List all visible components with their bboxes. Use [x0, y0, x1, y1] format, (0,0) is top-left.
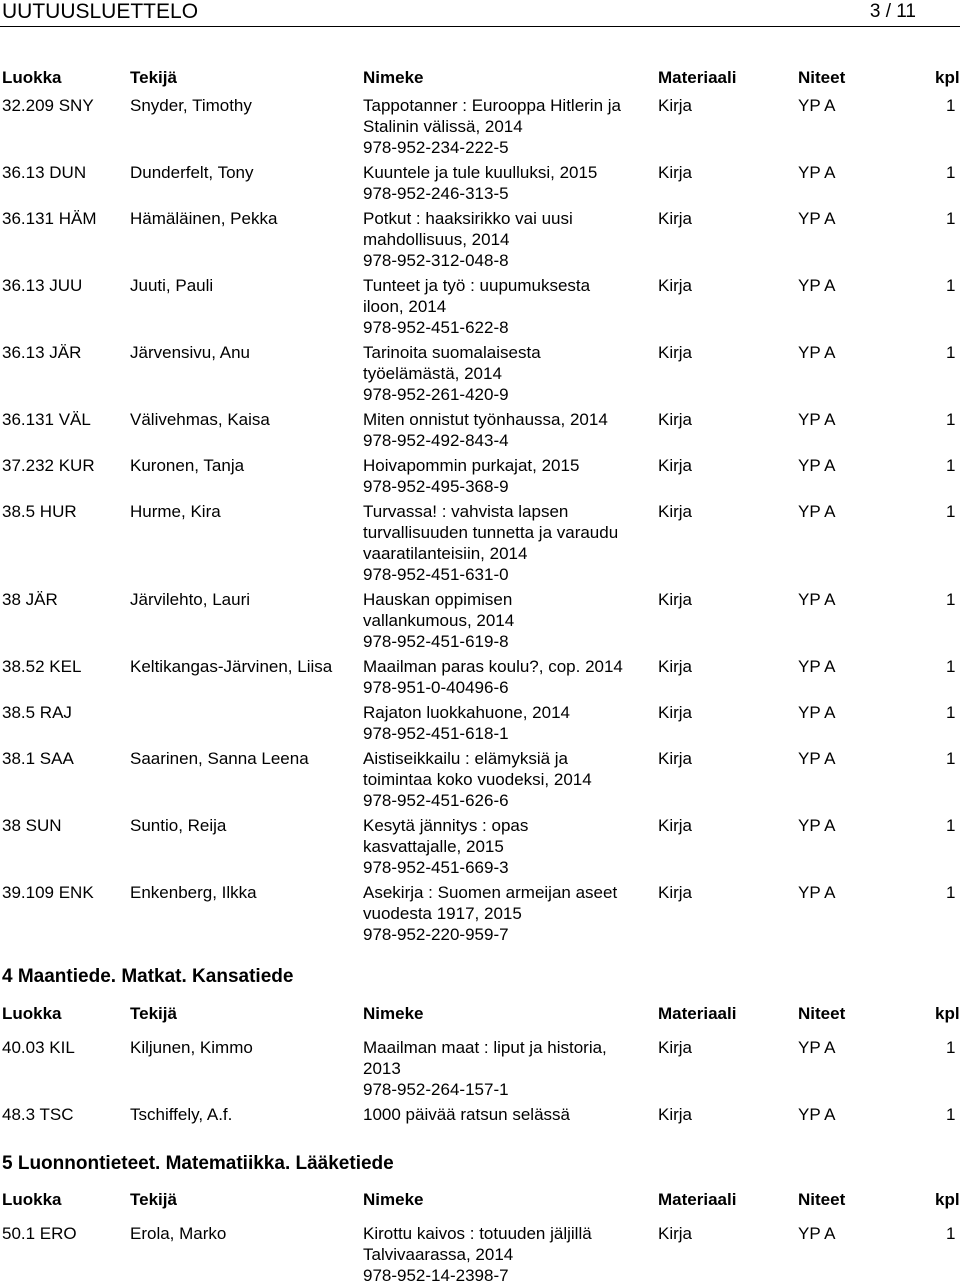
cell-kpl: 1	[946, 815, 956, 835]
title-line: mahdollisuus, 2014	[363, 230, 510, 249]
cell-niteet: YP A	[798, 275, 836, 295]
column-header-tekija: Tekijä	[130, 1190, 177, 1209]
cell-materiaali: Kirja	[658, 96, 693, 115]
cell-tekija: Snyder, Timothy	[130, 96, 252, 115]
title-line: Turvassa! : vahvista lapsen	[363, 501, 569, 521]
cell-luokka: 36.131 VÄL	[2, 409, 91, 429]
cell-materiaali: Kirja	[658, 702, 693, 722]
title-line: Hauskan oppimisen	[363, 589, 513, 609]
cell-materiaali: Kirja	[658, 589, 693, 609]
cell-luokka: 38.1 SAA	[2, 748, 74, 768]
title-line: Stalinin välissä, 2014	[363, 117, 523, 136]
cell-niteet: YP A	[798, 815, 836, 835]
column-header-row	[0, 1003, 960, 1025]
title-line: 1000 päivää ratsun selässä	[363, 1104, 570, 1124]
column-header-niteet: Niteet	[798, 68, 846, 87]
cell-kpl: 1	[946, 409, 956, 429]
cell-nimeke	[363, 208, 653, 271]
cell-niteet: YP A	[798, 1104, 836, 1124]
cell-materiaali: Kirja	[658, 1224, 693, 1243]
cell-nimeke	[363, 409, 653, 451]
column-header-materiaali: Materiaali	[658, 1190, 737, 1209]
column-header-niteet: Niteet	[798, 1190, 846, 1209]
cell-materiaali: Kirja	[658, 1038, 693, 1057]
title-line: 978-952-451-618-1	[363, 723, 509, 743]
title-line: 978-952-451-626-6	[363, 790, 509, 810]
cell-luokka: 39.109 ENK	[2, 882, 94, 902]
title-line: 978-952-451-669-3	[363, 857, 509, 877]
cell-luokka: 37.232 KUR	[2, 455, 95, 475]
cell-kpl: 1	[946, 342, 956, 362]
cell-kpl: 1	[946, 1104, 956, 1124]
cell-luokka: 38 SUN	[2, 815, 62, 835]
title-line: 978-952-264-157-1	[363, 1080, 509, 1099]
column-header-materiaali: Materiaali	[658, 68, 737, 87]
title-line: 978-952-261-420-9	[363, 384, 509, 404]
title-line: Talvivaarassa, 2014	[363, 1245, 514, 1264]
column-header-kpl: kpl	[935, 68, 960, 87]
cell-tekija: Kuronen, Tanja	[130, 455, 245, 475]
section-title: 4 Maantiede. Matkat. Kansatiede	[2, 966, 294, 987]
cell-tekija: Järvilehto, Lauri	[130, 589, 251, 609]
cell-nimeke	[363, 1104, 653, 1125]
cell-materiaali: Kirja	[658, 342, 693, 362]
title-line: Miten onnistut työnhaussa, 2014	[363, 409, 608, 429]
cell-niteet: YP A	[798, 501, 836, 521]
cell-luokka: 36.13 JUU	[2, 275, 83, 295]
cell-materiaali: Kirja	[658, 882, 693, 902]
cell-nimeke	[363, 815, 653, 878]
title-line: työelämästä, 2014	[363, 363, 502, 383]
title-line: 978-952-495-368-9	[363, 476, 509, 496]
cell-kpl: 1	[946, 748, 956, 768]
cell-kpl: 1	[946, 96, 956, 115]
title-line: Maailman maat : liput ja historia,	[363, 1038, 607, 1057]
cell-luokka: 38.5 HUR	[2, 501, 77, 521]
page-header	[0, 0, 960, 24]
title-line: 978-952-312-048-8	[363, 251, 509, 270]
cell-materiaali: Kirja	[658, 455, 693, 475]
title-line: Tunteet ja työ : uupumuksesta	[363, 275, 591, 295]
title-line: 978-952-492-843-4	[363, 430, 509, 450]
cell-niteet: YP A	[798, 409, 836, 429]
cell-nimeke	[363, 95, 653, 158]
title-line: 978-952-451-619-8	[363, 631, 509, 651]
cell-nimeke	[363, 342, 653, 405]
title-line: kasvattajalle, 2015	[363, 836, 504, 856]
column-header-materiaali: Materiaali	[658, 1004, 737, 1023]
title-line: 978-952-451-631-0	[363, 564, 509, 584]
cell-niteet: YP A	[798, 1224, 836, 1243]
title-line: turvallisuuden tunnetta ja varaudu	[363, 522, 619, 542]
cell-luokka: 38.52 KEL	[2, 656, 82, 676]
page-title: UUTUUSLUETTELO	[2, 0, 199, 23]
title-line: Potkut : haaksirikko vai uusi	[363, 209, 573, 228]
section-title: 5 Luonnontieteet. Matematiikka. Lääketiede	[2, 1153, 394, 1174]
cell-nimeke	[363, 882, 653, 945]
cell-luokka: 48.3 TSC	[2, 1104, 74, 1124]
column-header-kpl: kpl	[935, 1190, 960, 1209]
cell-luokka: 36.131 HÄM	[2, 209, 97, 228]
title-line: 978-952-14-2398-7	[363, 1266, 509, 1285]
cell-materiaali: Kirja	[658, 815, 693, 835]
title-line: 978-952-220-959-7	[363, 924, 509, 944]
cell-kpl: 1	[946, 275, 956, 295]
title-line: toimintaa koko vuodeksi, 2014	[363, 769, 592, 789]
cell-tekija: Erola, Marko	[130, 1224, 227, 1243]
cell-kpl: 1	[946, 455, 956, 475]
column-header-row	[0, 67, 960, 89]
cell-kpl: 1	[946, 882, 956, 902]
cell-nimeke	[363, 455, 653, 497]
cell-luokka: 32.209 SNY	[2, 96, 94, 115]
cell-kpl: 1	[946, 702, 956, 722]
cell-niteet: YP A	[798, 96, 836, 115]
header-divider	[0, 26, 960, 27]
cell-nimeke	[363, 748, 653, 811]
cell-nimeke	[363, 1037, 653, 1100]
cell-tekija: Saarinen, Sanna Leena	[130, 748, 309, 768]
cell-kpl: 1	[946, 209, 956, 228]
cell-materiaali: Kirja	[658, 409, 693, 429]
cell-niteet: YP A	[798, 656, 836, 676]
cell-nimeke	[363, 162, 653, 204]
column-header-niteet: Niteet	[798, 1004, 846, 1023]
cell-tekija: Keltikangas-Järvinen, Liisa	[130, 656, 333, 676]
title-line: 978-951-0-40496-6	[363, 677, 509, 697]
cell-nimeke	[363, 275, 653, 338]
cell-tekija: Suntio, Reija	[130, 815, 227, 835]
column-header-tekija: Tekijä	[130, 1004, 177, 1023]
page-number: 3 / 11	[869, 1, 916, 22]
cell-tekija: Hurme, Kira	[130, 501, 221, 521]
cell-luokka: 40.03 KIL	[2, 1038, 75, 1057]
title-line: 2013	[363, 1059, 401, 1078]
cell-niteet: YP A	[798, 162, 836, 182]
title-line: Kesytä jännitys : opas	[363, 815, 529, 835]
column-header-nimeke: Nimeke	[363, 68, 424, 87]
cell-nimeke	[363, 656, 653, 698]
cell-materiaali: Kirja	[658, 748, 693, 768]
title-line: vuodesta 1917, 2015	[363, 903, 522, 923]
column-header-nimeke: Nimeke	[363, 1004, 424, 1023]
title-line: Rajaton luokkahuone, 2014	[363, 702, 570, 722]
cell-nimeke	[363, 1223, 653, 1286]
column-header-luokka: Luokka	[2, 1190, 62, 1209]
cell-kpl: 1	[946, 501, 956, 521]
cell-materiaali: Kirja	[658, 656, 693, 676]
cell-kpl: 1	[946, 589, 956, 609]
column-header-row	[0, 1189, 960, 1211]
cell-niteet: YP A	[798, 1038, 836, 1057]
title-line: Aistiseikkailu : elämyksiä ja	[363, 748, 569, 768]
cell-luokka: 38.5 RAJ	[2, 702, 72, 722]
title-line: Hoivapommin purkajat, 2015	[363, 455, 580, 475]
title-line: 978-952-234-222-5	[363, 138, 509, 157]
cell-tekija: Järvensivu, Anu	[130, 342, 251, 362]
title-line: iloon, 2014	[363, 296, 447, 316]
title-line: 978-952-451-622-8	[363, 317, 509, 337]
title-line: 978-952-246-313-5	[363, 183, 509, 203]
title-line: Tarinoita suomalaisesta	[363, 342, 541, 362]
title-line: vaaratilanteisiin, 2014	[363, 543, 528, 563]
cell-niteet: YP A	[798, 748, 836, 768]
cell-niteet: YP A	[798, 589, 836, 609]
cell-niteet: YP A	[798, 342, 836, 362]
cell-kpl: 1	[946, 162, 956, 182]
title-line: Maailman paras koulu?, cop. 2014	[363, 656, 623, 676]
title-line: Kirottu kaivos : totuuden jäljillä	[363, 1224, 592, 1243]
cell-luokka: 36.13 DUN	[2, 162, 87, 182]
cell-materiaali: Kirja	[658, 1104, 693, 1124]
cell-niteet: YP A	[798, 455, 836, 475]
cell-materiaali: Kirja	[658, 501, 693, 521]
cell-tekija: Dunderfelt, Tony	[130, 162, 254, 182]
cell-tekija: Enkenberg, Ilkka	[130, 882, 257, 902]
cell-luokka: 38 JÄR	[2, 589, 58, 609]
title-line: Asekirja : Suomen armeijan aseet	[363, 882, 618, 902]
column-header-luokka: Luokka	[2, 1004, 62, 1023]
title-line: Kuuntele ja tule kuulluksi, 2015	[363, 162, 598, 182]
title-line: vallankumous, 2014	[363, 610, 515, 630]
cell-luokka: 36.13 JÄR	[2, 342, 82, 362]
cell-tekija: Juuti, Pauli	[130, 275, 214, 295]
cell-kpl: 1	[946, 656, 956, 676]
title-line: Tappotanner : Eurooppa Hitlerin ja	[363, 96, 621, 115]
cell-tekija: Hämäläinen, Pekka	[130, 209, 278, 228]
cell-kpl: 1	[946, 1038, 956, 1057]
column-header-tekija: Tekijä	[130, 68, 177, 87]
column-header-nimeke: Nimeke	[363, 1190, 424, 1209]
cell-materiaali: Kirja	[658, 162, 693, 182]
cell-niteet: YP A	[798, 882, 836, 902]
cell-niteet: YP A	[798, 702, 836, 722]
cell-niteet: YP A	[798, 209, 836, 228]
cell-tekija: Välivehmas, Kaisa	[130, 409, 270, 429]
column-header-luokka: Luokka	[2, 68, 62, 87]
cell-kpl: 1	[946, 1224, 956, 1243]
cell-materiaali: Kirja	[658, 209, 693, 228]
cell-nimeke	[363, 589, 653, 652]
cell-nimeke	[363, 702, 653, 744]
cell-nimeke	[363, 501, 653, 585]
cell-materiaali: Kirja	[658, 275, 693, 295]
cell-luokka: 50.1 ERO	[2, 1224, 77, 1243]
column-header-kpl: kpl	[935, 1004, 960, 1023]
cell-tekija: Tschiffely, A.f.	[130, 1104, 233, 1124]
cell-tekija: Kiljunen, Kimmo	[130, 1038, 253, 1057]
